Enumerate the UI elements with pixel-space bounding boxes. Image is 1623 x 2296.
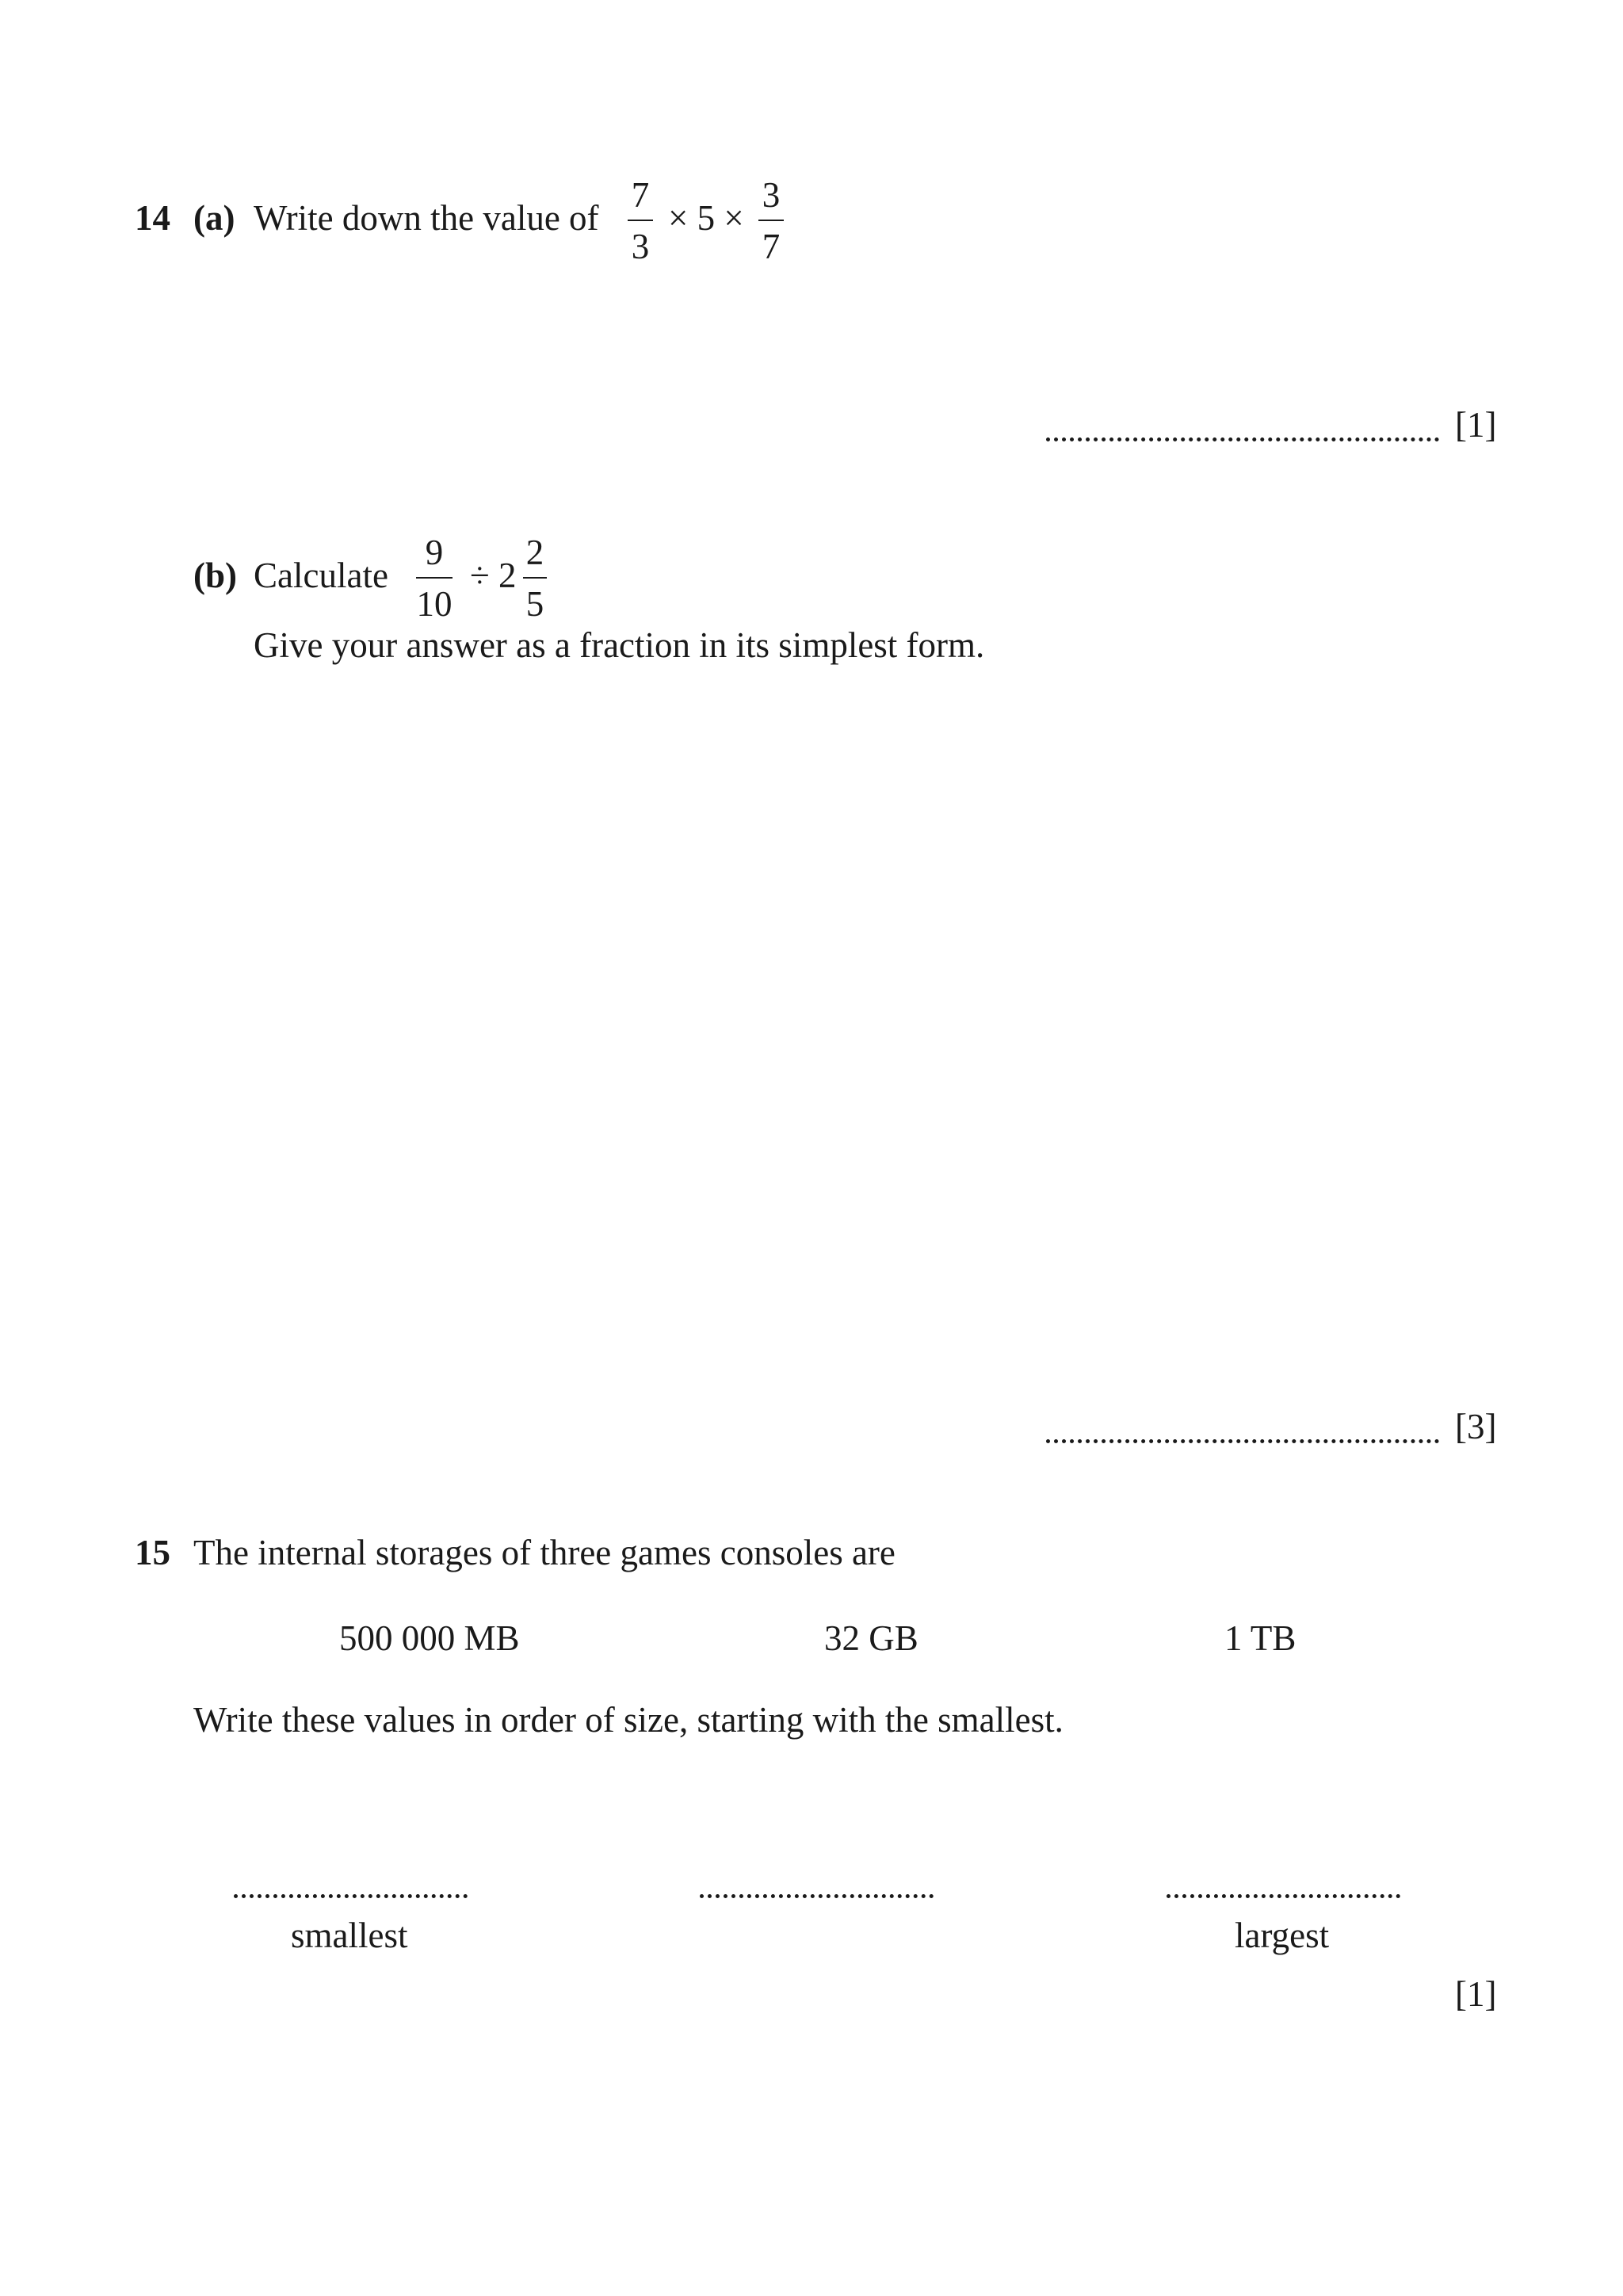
q15-instruction: Write these values in order of size, starting with the smallest. (193, 1700, 1064, 1740)
question-number-14: 14 (135, 198, 170, 238)
part-b-prompt: Calculate (254, 556, 388, 595)
answer-line-middle[interactable] (700, 1894, 934, 1898)
storage-value-1: 500 000 MB (339, 1618, 520, 1658)
part-b-fraction-2 (523, 535, 547, 622)
fraction-numerator: 2 (525, 533, 544, 572)
fraction-numerator: 3 (762, 175, 781, 215)
fraction-denominator: 3 (631, 227, 650, 266)
q15-intro: The internal storages of three games consoles are (193, 1533, 896, 1572)
part-b-operator: ÷ 2 (470, 556, 517, 595)
question-number-15: 15 (135, 1533, 170, 1572)
fraction-denominator: 7 (762, 227, 781, 266)
label-smallest: smallest (291, 1916, 408, 1955)
answer-line-b[interactable] (1046, 1439, 1439, 1443)
marks-b: [3] (1455, 1407, 1497, 1446)
storage-value-2: 32 GB (824, 1618, 918, 1658)
fraction-bar (628, 220, 653, 221)
part-a-label: (a) (193, 198, 235, 238)
storage-value-3: 1 TB (1224, 1618, 1296, 1658)
part-a-fraction-2 (758, 175, 784, 266)
fraction-numerator: 7 (631, 175, 650, 215)
marks-a: [1] (1455, 405, 1497, 445)
fraction-bar (416, 577, 453, 579)
answer-line-smallest[interactable] (234, 1894, 468, 1898)
answer-line-a[interactable] (1046, 437, 1439, 441)
fraction-denominator: 10 (416, 584, 453, 624)
part-a-fraction-1 (628, 175, 653, 266)
answer-line-largest[interactable] (1167, 1894, 1400, 1898)
part-a-operator: × 5 × (668, 198, 744, 238)
fraction-denominator: 5 (525, 584, 544, 624)
label-largest: largest (1235, 1916, 1330, 1955)
part-b-fraction-1 (416, 535, 453, 622)
part-a-prompt: Write down the value of (254, 198, 599, 238)
fraction-bar (758, 220, 784, 221)
marks-q15: [1] (1455, 1974, 1497, 2014)
part-b-label: (b) (193, 556, 237, 595)
fraction-numerator: 9 (425, 533, 444, 572)
fraction-bar (523, 577, 547, 579)
part-b-instruction: Give your answer as a fraction in its simplest form. (254, 625, 985, 665)
